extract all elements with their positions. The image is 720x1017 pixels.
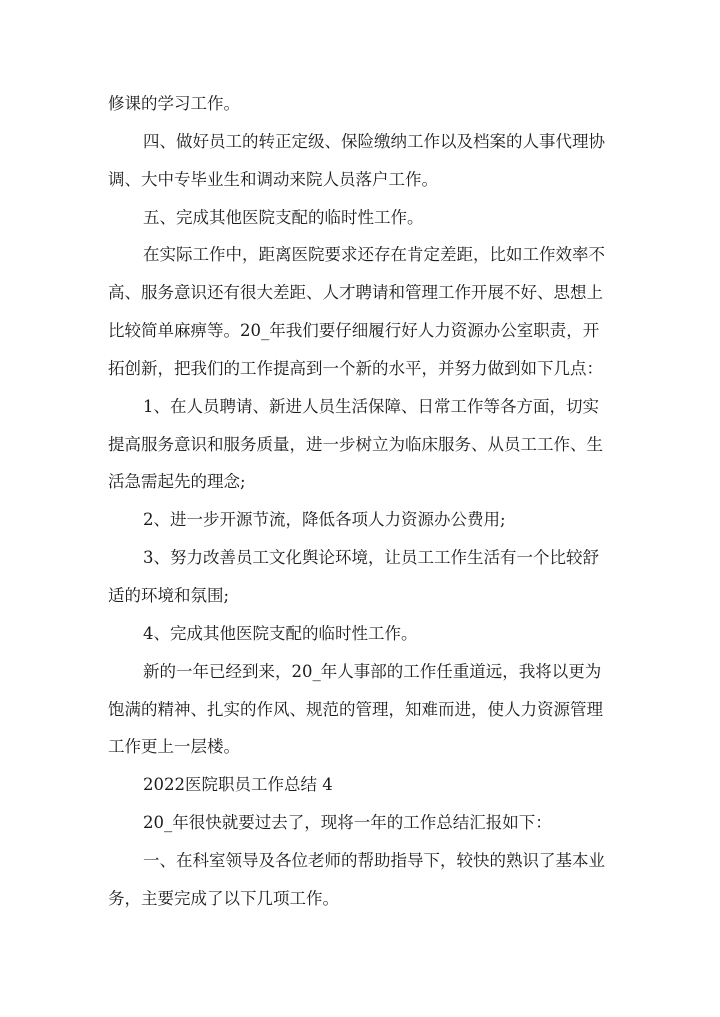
text-line: 四、做好员工的转正定级、保险缴纳工作以及档案的人事代理协 xyxy=(143,132,605,151)
text-line: 务，主要完成了以下几项工作。 xyxy=(108,889,339,908)
text-line: 修课的学习工作。 xyxy=(108,94,240,113)
text-line: 适的环境和氛围; xyxy=(108,586,230,605)
text-line: 比较简单麻痹等。20_年我们要仔细履行好人力资源办公室职责，开 xyxy=(108,321,600,340)
text-line: 2、进一步开源节流，降低各项人力资源办公费用; xyxy=(143,510,506,529)
text-line: 20_年很快就要过去了，现将一年的工作总结汇报如下： xyxy=(143,813,552,832)
text-line: 在实际工作中，距离医院要求还存在肯定差距，比如工作效率不 xyxy=(143,245,605,264)
text-line: 调、大中专毕业生和调动来院人员落户工作。 xyxy=(108,170,438,189)
text-line: 一、在科室领导及各位老师的帮助指导下，较快的熟识了基本业 xyxy=(143,851,605,870)
text-line: 提高服务意识和服务质量，进一步树立为临床服务、从员工工作、生 xyxy=(108,435,603,454)
text-line: 3、努力改善员工文化舆论环境，让员工工作生活有一个比较舒 xyxy=(143,548,599,567)
text-line: 1、在人员聘请、新进人员生活保障、日常工作等各方面，切实 xyxy=(143,397,599,416)
section-heading: 2022医院职员工作总结 4 xyxy=(143,775,333,794)
text-line: 饱满的精神、扎实的作风、规范的管理，知难而进，使人力资源管理 xyxy=(108,700,603,719)
text-line: 工作更上一层楼。 xyxy=(108,737,240,756)
text-line: 活急需起先的理念; xyxy=(108,472,246,491)
text-line: 4、完成其他医院支配的临时性工作。 xyxy=(143,624,418,643)
text-line: 拓创新，把我们的工作提高到一个新的水平，并努力做到如下几点： xyxy=(108,359,603,378)
text-line: 五、完成其他医院支配的临时性工作。 xyxy=(143,208,424,227)
text-line: 新的一年已经到来，20_年人事部的工作任重道远，我将以更为 xyxy=(143,662,602,681)
text-line: 高、服务意识还有很大差距、人才聘请和管理工作开展不好、思想上 xyxy=(108,283,603,302)
